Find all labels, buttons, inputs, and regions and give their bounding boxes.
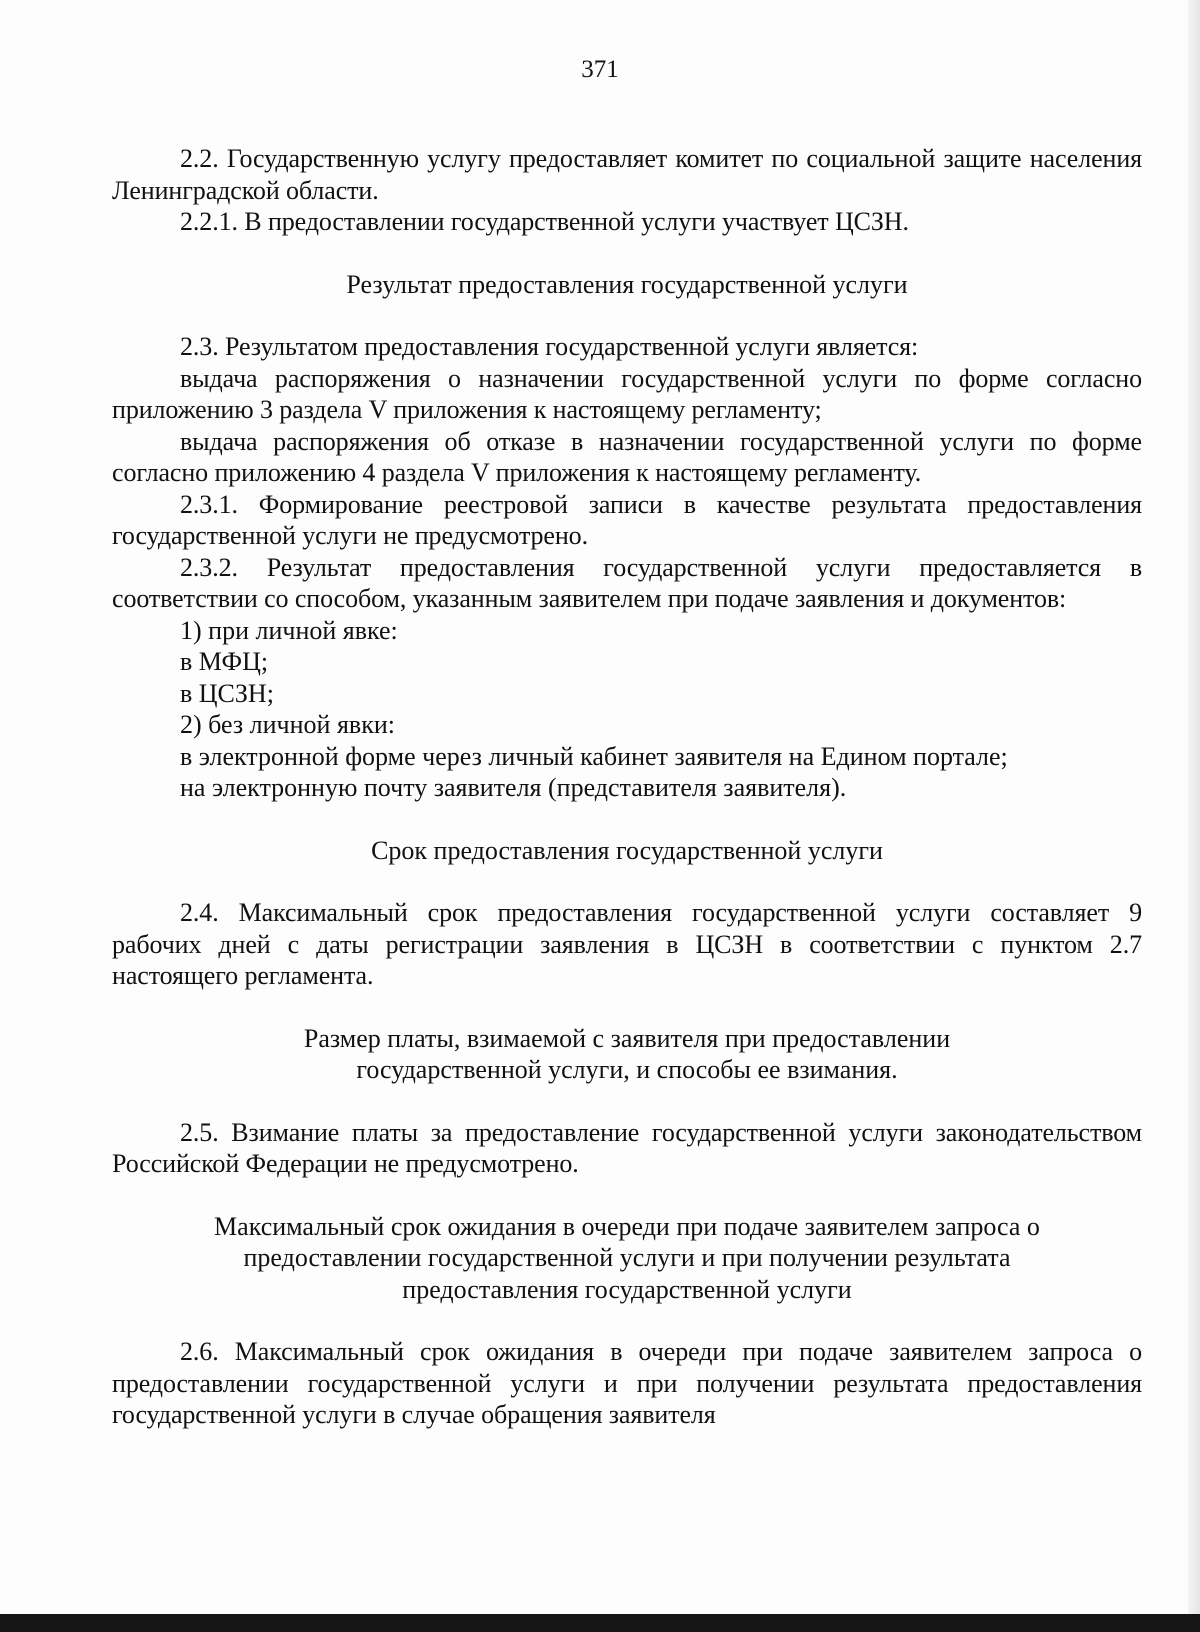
paragraph-2-6: 2.6. Максимальный срок ожидания в очереди при подаче заявителем запроса о предоставлении государственной услуги и при получении результата предоставления государственной услуги в случае обращения заявителя [112, 1337, 1142, 1429]
spacer [112, 992, 1142, 1023]
page-number: 371 [581, 56, 619, 83]
list-item-2: 2) без личной явки: [180, 710, 395, 739]
paragraph-2-2-1: 2.2.1. В предоставлении государственной услуги участвует ЦСЗН. [180, 207, 909, 236]
spacer [112, 300, 1142, 331]
heading-queue-line-1: Максимальный срок ожидания в очереди при подаче заявителем запроса о [214, 1211, 1040, 1241]
paragraph-2-2: 2.2. Государственную услугу предоставляет комитет по социальной защите населения Ленинградской области. [112, 144, 1142, 205]
list-item-1-b: в ЦСЗН; [180, 678, 274, 708]
list-item-2-a: в электронной форме через личный кабинет заявителя на Едином портале; [180, 741, 1008, 771]
spacer [112, 866, 1142, 897]
list-item-2-b: на электронную почту заявителя (представителя заявителя). [180, 773, 847, 802]
spacer [112, 238, 1142, 269]
list-item-1-a: в МФЦ; [180, 647, 269, 676]
scan-bottom-border [0, 1614, 1200, 1632]
document-body [112, 143, 1142, 1431]
spacer [112, 1086, 1142, 1117]
heading-result: Результат предоставления государственной услуги [346, 269, 908, 299]
paragraph-2-5: 2.5. Взимание платы за предоставление государственной услуги законодательством Российской Федерации не предусмотрено. [112, 1117, 1142, 1178]
heading-fee-line-2: государственной услуги, и способы ее взимания. [356, 1055, 898, 1084]
heading-term: Срок предоставления государственной услуги [371, 835, 883, 865]
list-item-1: 1) при личной явке: [180, 615, 398, 645]
paragraph-2-4: 2.4. Максимальный срок предоставления государственной услуги составляет 9 рабочих дней с даты регистрации заявления в ЦСЗН в соответствии с пунктом 2.7 настоящего регламента. [112, 898, 1142, 990]
paragraph-2-3: 2.3. Результатом предоставления государственной услуги является: [180, 332, 919, 361]
spacer [112, 804, 1142, 835]
spacer [112, 1180, 1142, 1211]
heading-queue-line-3: предоставления государственной услуги [402, 1274, 852, 1304]
heading-fee-line-1: Размер платы, взимаемой с заявителя при предоставлении [303, 1023, 951, 1053]
spacer [112, 1305, 1142, 1336]
paragraph-2-3-2: 2.3.2. Результат предоставления государственной услуги предоставляется в соответствии со способом, указанным заявителем при подаче заявления и документов: [112, 552, 1142, 613]
paragraph-2-3-a: выдача распоряжения о назначении государственной услуги по форме согласно приложению 3 раздела V приложения к настоящему регламенту; [112, 363, 1142, 424]
paragraph-2-3-b: выдача распоряжения об отказе в назначении государственной услуги по форме согласно приложению 4 раздела V приложения к настоящему регламенту. [112, 426, 1142, 487]
heading-queue-line-2: предоставлении государственной услуги и при получении результата [243, 1243, 1011, 1272]
scan-edge-shadow [1188, 0, 1200, 1632]
paragraph-2-3-1: 2.3.1. Формирование реестровой записи в качестве результата предоставления государственной услуги не предусмотрено. [112, 489, 1142, 550]
